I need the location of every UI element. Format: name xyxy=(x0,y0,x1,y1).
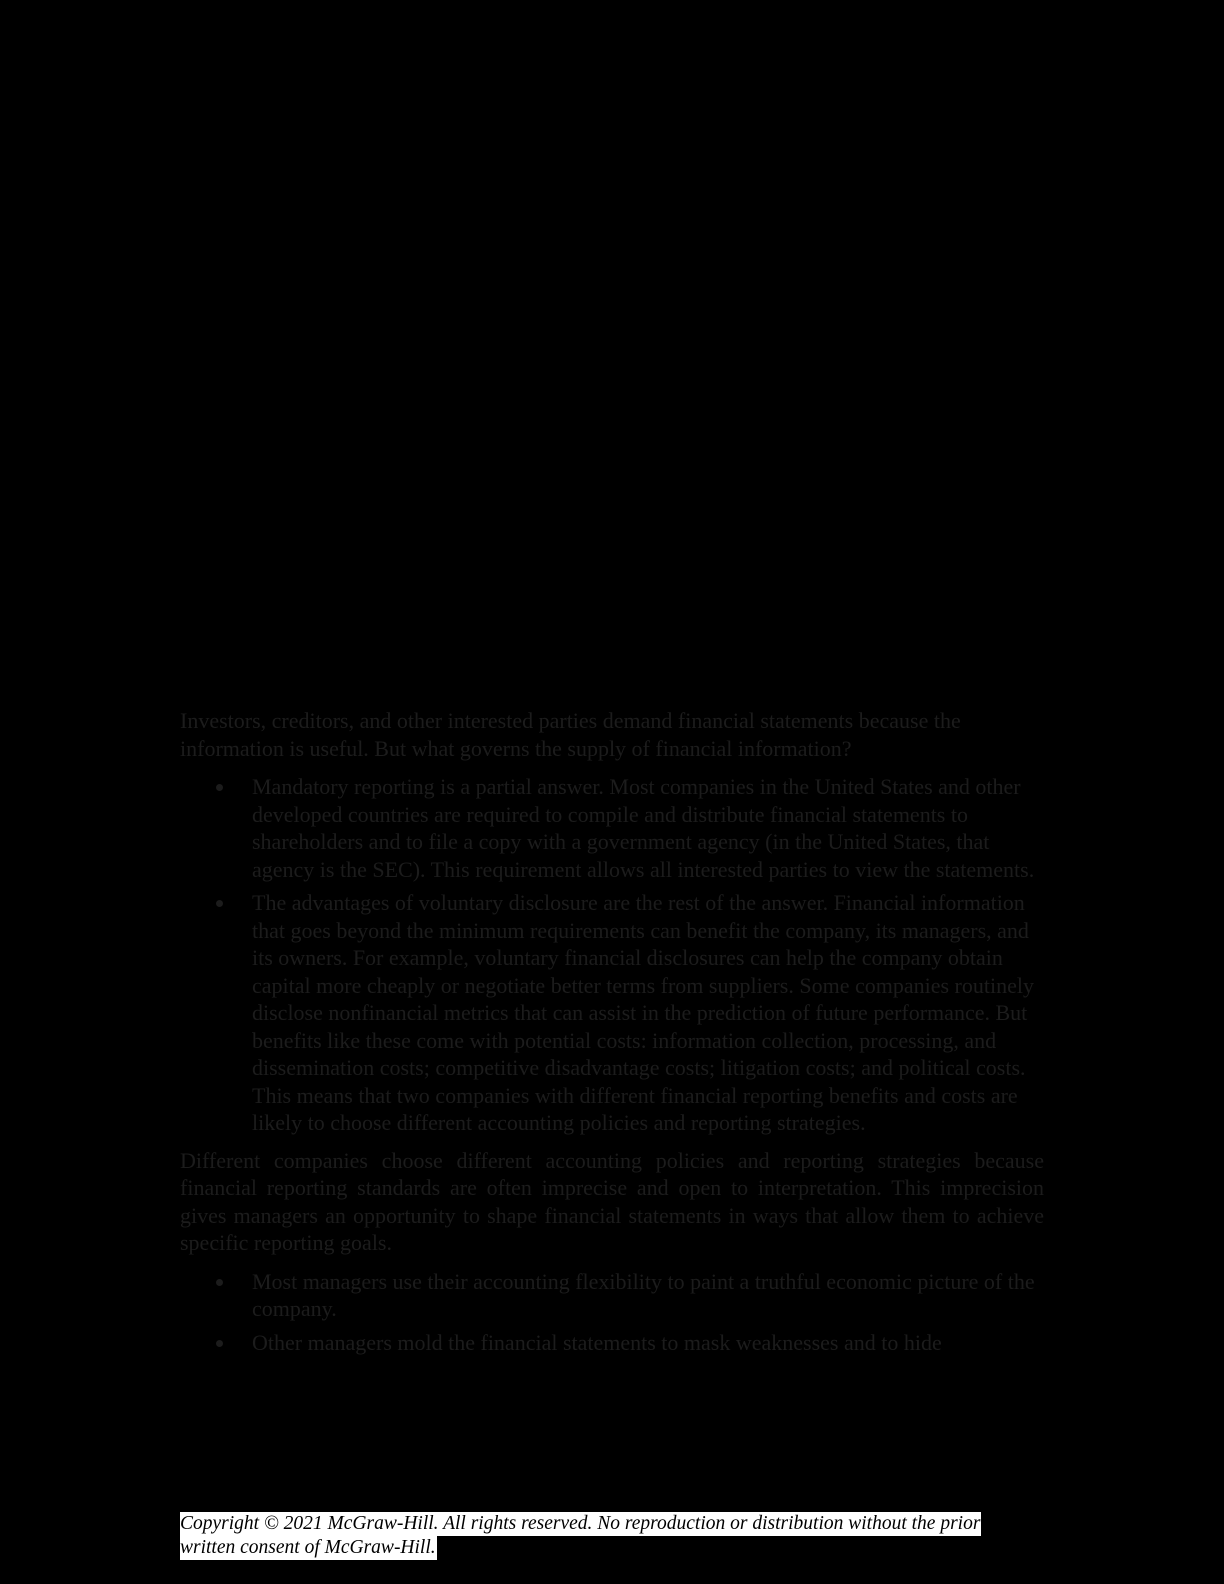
copyright-line: Copyright © 2021 McGraw-Hill. All rights reserved. No reproduction or distribution without the prior xyxy=(180,1513,981,1534)
intro-paragraph: Investors, creditors, and other interested parties demand financial statements because the information is useful. But what governs the supply of financial information? xyxy=(180,708,961,761)
policy-paragraph: Different companies choose different accounting policies and reporting strategies because financial reporting standards are often imprecise and open to interpretation. This imprecision gives managers an opportunity to shape financial statements in ways that allow them to achieve specific reporting goals. xyxy=(180,1147,1044,1255)
page-body xyxy=(180,707,1044,1366)
copyright-line: written consent of McGraw-Hill. xyxy=(180,1537,436,1558)
bullet-icon xyxy=(216,1279,223,1286)
copyright-footer xyxy=(180,1512,1010,1560)
bullet-icon xyxy=(216,784,223,791)
list-item xyxy=(180,889,1044,1137)
bullet-icon xyxy=(216,1340,223,1347)
list-item-text: Other managers mold the financial statements to mask weaknesses and to hide xyxy=(252,1329,942,1355)
bullet-icon xyxy=(216,900,223,907)
list-item-text: Most managers use their accounting flexibility to paint a truthful economic picture of the company. xyxy=(252,1268,1035,1321)
list-item-text: Mandatory reporting is a partial answer. Most companies in the United States and other developed countries are required to compile and distribute financial statements to shareholders and to file a copy with a government agency (in the United States, that agency is the SEC). This requirement allows all interested parties to view the statements. xyxy=(252,774,1035,882)
manager-bullet-list xyxy=(180,1268,1044,1357)
list-item-text: The advantages of voluntary disclosure are the rest of the answer. Financial information that goes beyond the minimum requirements can benefit the company, its managers, and its owners. For example, voluntary financial disclosures can help the company obtain capital more cheaply or negotiate better terms from suppliers. Some companies routinely disclose nonfinancial metrics that can assist in the prediction of future performance. But benefits like these come with potential costs: information collection, processing, and dissemination costs; competitive disadvantage costs; litigation costs; and political costs. This means that two companies with different financial reporting benefits and costs are likely to choose different accounting policies and reporting strategies. xyxy=(252,890,1034,1135)
list-item xyxy=(180,1268,1044,1323)
list-item xyxy=(180,1329,1044,1357)
supply-bullet-list xyxy=(180,773,1044,1137)
list-item xyxy=(180,773,1044,883)
